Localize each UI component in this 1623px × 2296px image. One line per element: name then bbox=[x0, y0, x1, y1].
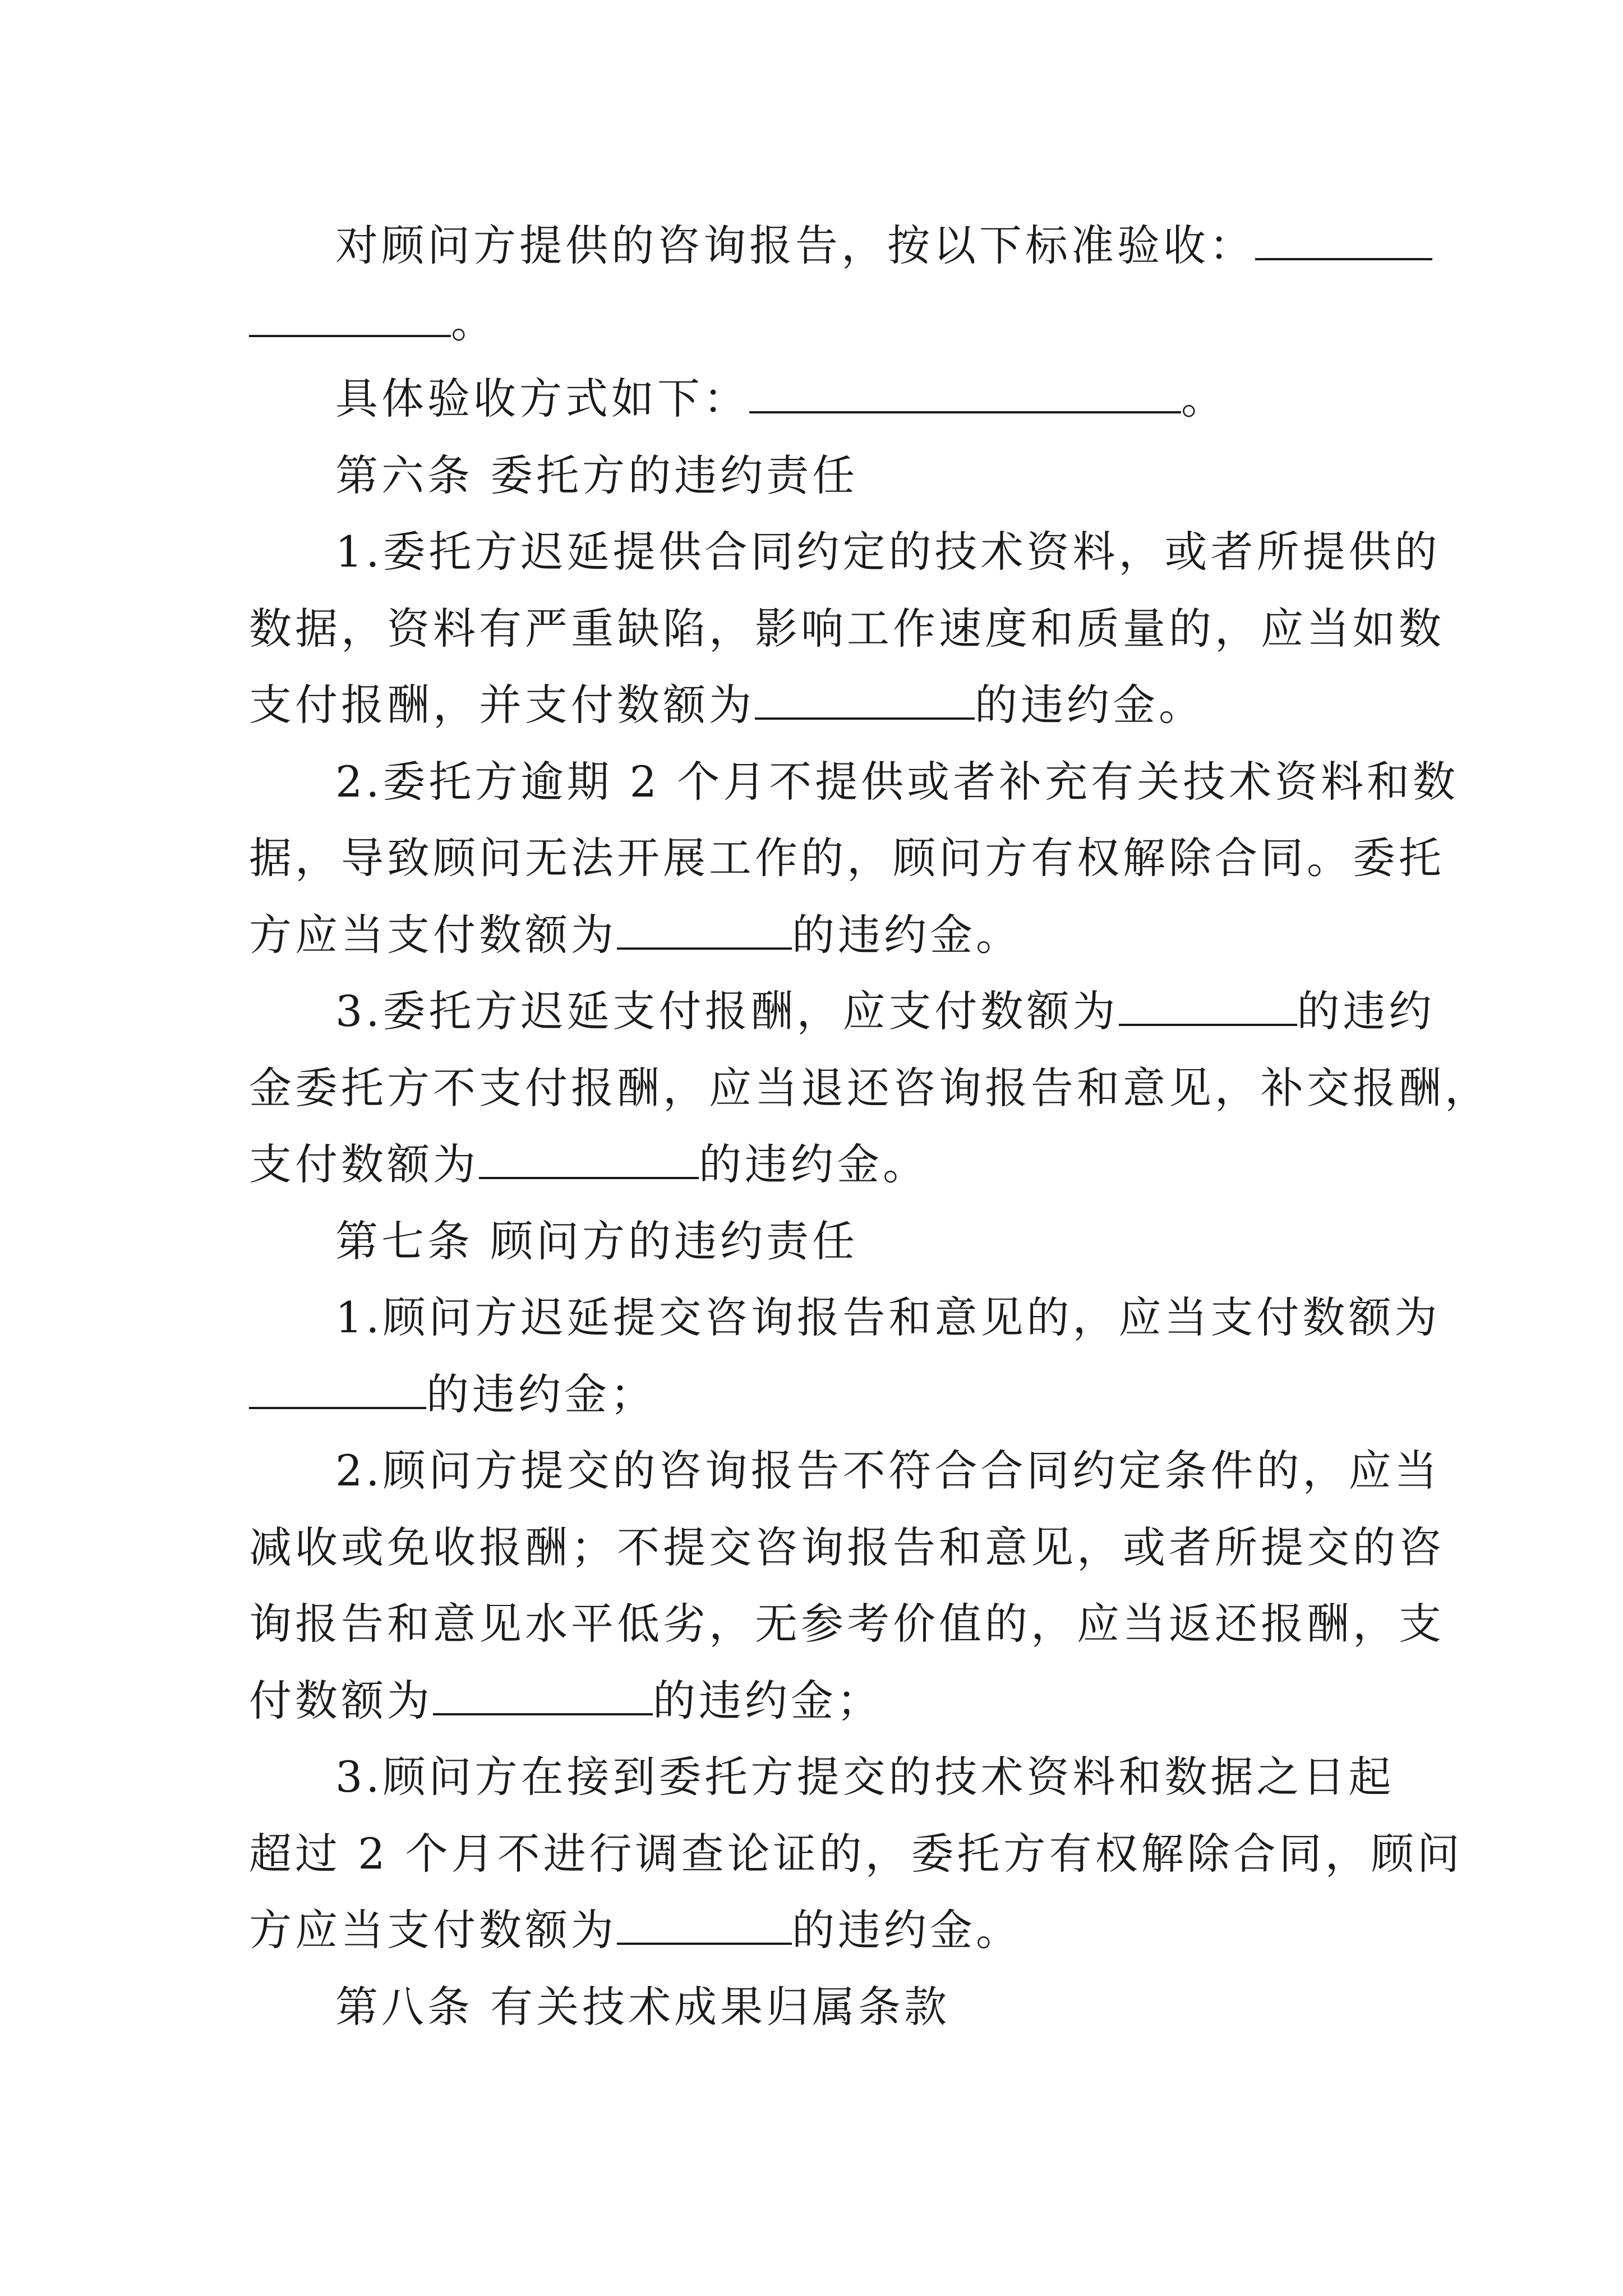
blank-field[interactable] bbox=[755, 680, 975, 720]
article-6-clause-3-cont bbox=[249, 1126, 1383, 1203]
acceptance-method-line bbox=[249, 361, 1383, 438]
text: 方应当支付数额为 bbox=[249, 1905, 617, 1955]
article-7-title: 第七条 顾问方的违约责任 bbox=[335, 1216, 859, 1266]
blank-field[interactable] bbox=[617, 1906, 792, 1945]
article-7-clause-3-cont bbox=[249, 1892, 1383, 1969]
text: 的违约金。 bbox=[792, 1905, 1022, 1955]
article-7-clause-1: 1.顾问方迟延提交咨询报告和意见的，应当支付数额为 bbox=[335, 1292, 1441, 1342]
article-6-clause-2: 2.委托方逾期 2 个月不提供或者补充有关技术资料和数 bbox=[335, 756, 1459, 807]
document-body bbox=[249, 208, 1491, 2045]
article-7-clause-1-cont bbox=[249, 1356, 1383, 1433]
article-7-clause-3: 3.顾问方在接到委托方提交的技术资料和数据之日起 bbox=[335, 1752, 1395, 1802]
text: 方应当支付数额为 bbox=[249, 909, 617, 960]
article-7-clause-2-cont bbox=[249, 1663, 1383, 1740]
blank-field[interactable] bbox=[249, 1370, 426, 1409]
blank-field[interactable] bbox=[1119, 987, 1297, 1026]
text: 的违约金。 bbox=[792, 909, 1022, 960]
blank-field[interactable] bbox=[749, 374, 1181, 413]
article-6-clause-2-cont: 据，导致顾问无法开展工作的，顾问方有权解除合同。委托 bbox=[249, 833, 1445, 883]
article-7-clause-2-cont: 减收或免收报酬；不提交咨询报告和意见，或者所提交的咨 bbox=[249, 1522, 1445, 1572]
acceptance-standard-line-2 bbox=[249, 284, 1383, 361]
text: 支付数额为 bbox=[249, 1139, 479, 1189]
article-6-clause-3-cont: 金委托方不支付报酬，应当退还咨询报告和意见，补交报酬， bbox=[249, 1062, 1491, 1113]
blank-field[interactable] bbox=[249, 298, 451, 337]
text: 3.委托方迟延支付报酬，应支付数额为 bbox=[335, 986, 1119, 1036]
text: 的违约金。 bbox=[699, 1139, 929, 1189]
blank-field[interactable] bbox=[479, 1140, 699, 1179]
acceptance-standard-line bbox=[249, 208, 1383, 284]
article-6-clause-1: 1.委托方迟延提供合同约定的技术资料，或者所提供的 bbox=[335, 527, 1441, 577]
article-6-clause-1-cont bbox=[249, 667, 1383, 744]
text: 。 bbox=[1181, 374, 1227, 424]
article-8-title: 第八条 有关技术成果归属条款 bbox=[335, 1981, 951, 2032]
text: 的违约金； bbox=[653, 1675, 883, 1726]
article-6-clause-2-cont bbox=[249, 897, 1383, 974]
blank-field[interactable] bbox=[433, 1676, 653, 1715]
text: 的违约金； bbox=[426, 1369, 656, 1419]
text: 对顾问方提供的咨询报告，按以下标准验收： bbox=[335, 220, 1255, 270]
text: 的违约金。 bbox=[975, 680, 1205, 730]
article-6-title: 第六条 委托方的违约责任 bbox=[335, 450, 859, 500]
blank-field[interactable] bbox=[617, 910, 792, 950]
text: 的违约 bbox=[1297, 986, 1435, 1036]
text: 支付报酬，并支付数额为 bbox=[249, 680, 755, 730]
article-7-clause-2: 2.顾问方提交的咨询报告不符合合同约定条件的，应当 bbox=[335, 1446, 1441, 1496]
text: 具体验收方式如下： bbox=[335, 374, 749, 424]
article-7-clause-2-cont: 询报告和意见水平低劣，无参考价值的，应当返还报酬，支 bbox=[249, 1599, 1445, 1649]
text: 付数额为 bbox=[249, 1675, 433, 1726]
article-7-clause-3-cont: 超过 2 个月不进行调查论证的，委托方有权解除合同，顾问 bbox=[249, 1828, 1463, 1879]
text: 。 bbox=[451, 297, 497, 347]
article-6-clause-3 bbox=[249, 973, 1435, 1050]
article-6-clause-1-cont: 数据，资料有严重缺陷，影响工作速度和质量的，应当如数 bbox=[249, 603, 1445, 654]
blank-field[interactable] bbox=[1255, 221, 1432, 260]
